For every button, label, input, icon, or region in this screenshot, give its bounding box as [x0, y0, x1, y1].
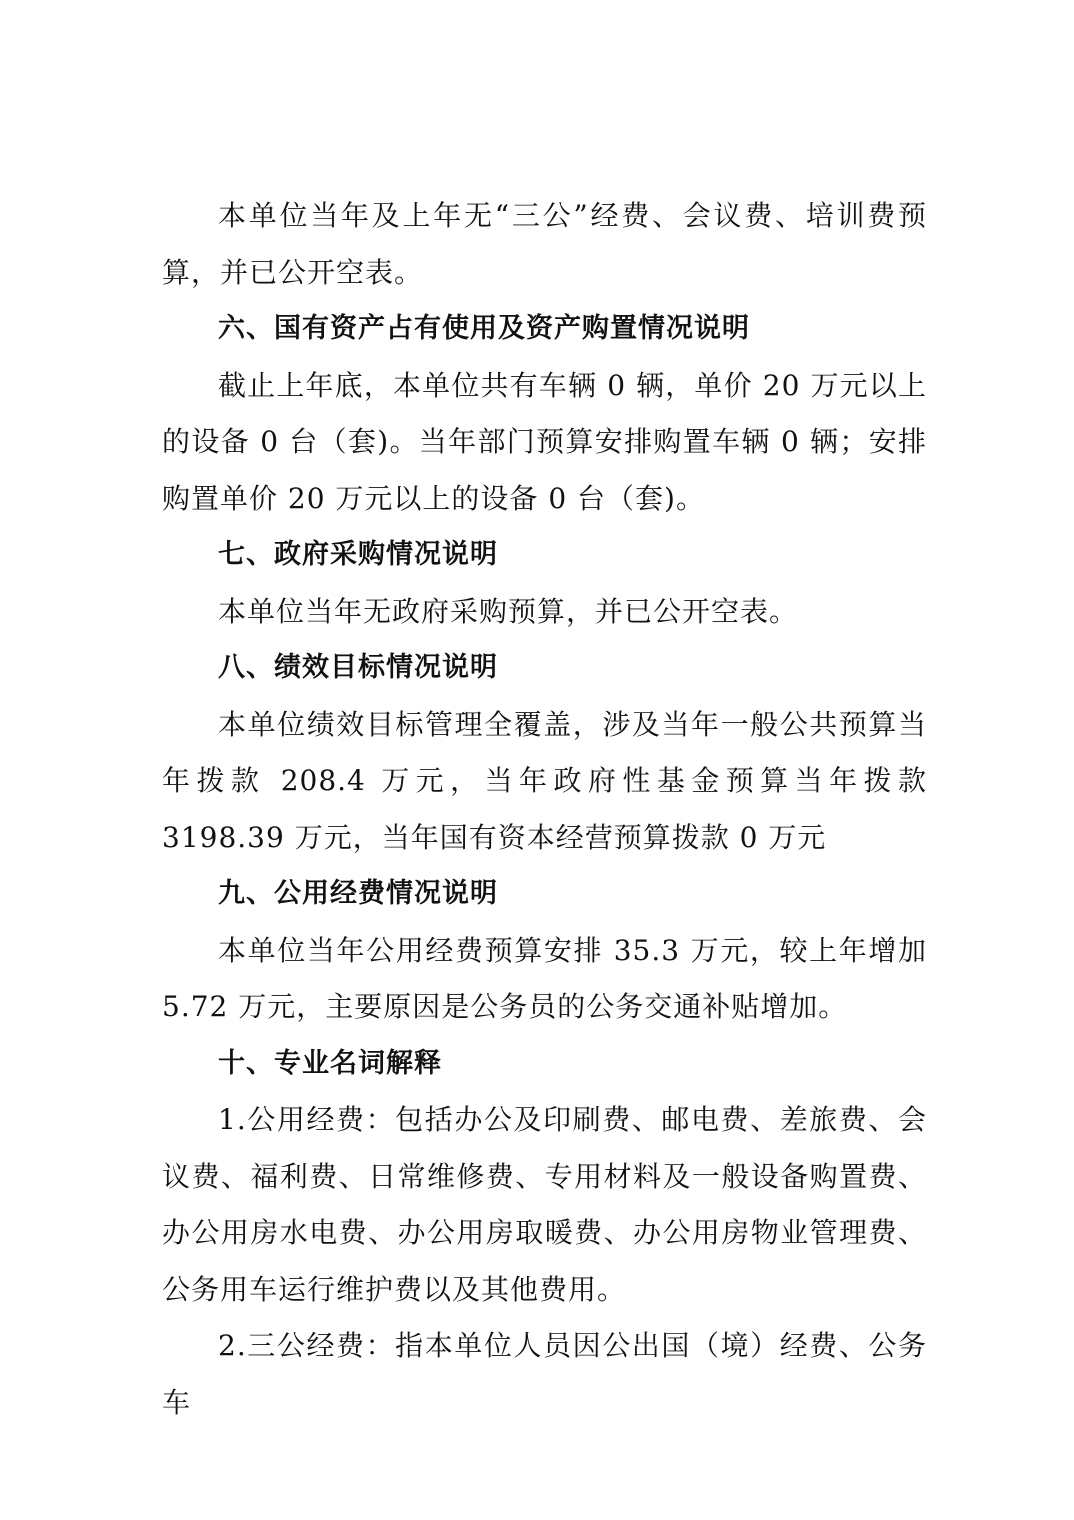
- heading-section-10: 十、专业名词解释: [218, 1047, 442, 1079]
- heading-section-7: 七、政府采购情况说明: [218, 539, 498, 570]
- paragraph-state-assets: 截止上年底，本单位共有车辆 0 辆，单价 20 万元以上的设备 0 台（套)。当年部门预算安排购置车辆 0 辆；安排购置单价 20 万元以上的设备 0 台（套)。: [162, 368, 927, 515]
- heading-section-9: 九、公用经费情况说明: [218, 878, 498, 909]
- document-page: [162, 188, 927, 1431]
- paragraph-public-expenses: 本单位当年公用经费预算安排 35.3 万元，较上年增加 5.72 万元，主要原因是公务员的公务交通补贴增加。: [162, 933, 927, 1023]
- heading-section-8: 八、绩效目标情况说明: [218, 652, 498, 683]
- paragraph-performance-targets: 本单位绩效目标管理全覆盖，涉及当年一般公共预算当年拨款 208.4 万元，当年政府性基金预算当年拨款 3198.39 万元，当年国有资本经营预算拨款 0 万元: [162, 707, 927, 854]
- paragraph-term-three-public-funds: 2.三公经费：指本单位人员因公出国（境）经费、公务车: [162, 1329, 927, 1419]
- paragraph-term-public-expenses: 1.公用经费：包括办公及印刷费、邮电费、差旅费、会议费、福利费、日常维修费、专用材料及一般设备购置费、办公用房水电费、办公用房取暖费、办公用房物业管理费、公务用车运行维护费以及其他费用。: [162, 1103, 927, 1306]
- paragraph-government-procurement: 本单位当年无政府采购预算，并已公开空表。: [218, 594, 799, 628]
- heading-section-6: 六、国有资产占有使用及资产购置情况说明: [218, 313, 750, 344]
- paragraph-three-public-funds: 本单位当年及上年无“三公”经费、会议费、培训费预算，并已公开空表。: [162, 199, 927, 289]
